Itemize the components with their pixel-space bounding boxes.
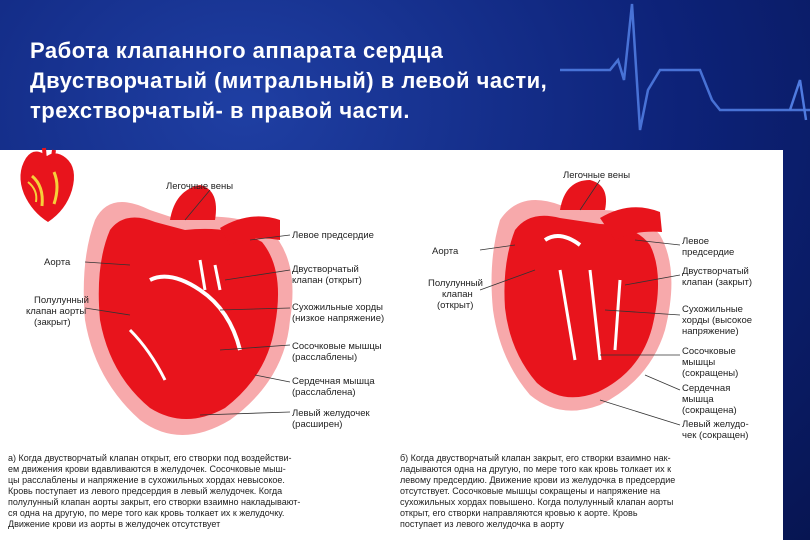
heart-diagram-a xyxy=(84,185,293,435)
label-mitral-valve-b-1: Двустворчатый xyxy=(682,266,749,277)
label-papillary-b-1: Сосочковые xyxy=(682,346,736,357)
label-mitral-valve-b-2: клапан (закрыт) xyxy=(682,277,752,288)
label-cardiac-muscle-b-2: мышца xyxy=(682,394,714,405)
caption-a-line: цы расслаблены и напряжение в сухожильных хордах невысокое. xyxy=(8,475,285,485)
label-left-ventricle-b-1: Левый желудо- xyxy=(682,419,749,430)
heart-diagram-b xyxy=(492,180,672,411)
label-cardiac-muscle-b-1: Сердечная xyxy=(682,383,731,394)
label-chordae-b-2: хорды (высокое xyxy=(682,315,753,326)
caption-b-line: б) Когда двустворчатый клапан закрыт, его створки взаимно нак- xyxy=(400,453,671,463)
label-chordae-b-3: напряжение) xyxy=(682,326,739,337)
label-left-ventricle-a-1: Левый желудочек xyxy=(292,408,370,419)
title-line-1: Работа клапанного аппарата сердца xyxy=(30,38,444,63)
caption-b-line: ладываются одна на другую, по мере того как кровь толкает их к xyxy=(400,464,672,474)
caption-b-line: открыт, его створки направляются кровью к аорте. Кровь xyxy=(400,508,638,518)
caption-a-line: Движение крови из аорты в желудочек отсутствует xyxy=(8,519,221,529)
label-mitral-valve-a-1: Двустворчатый xyxy=(292,264,359,275)
caption-a-line: ся одна на другую, по мере того как кровь толкает их к желудочку. xyxy=(8,508,285,518)
label-chordae-a-2: (низкое напряжение) xyxy=(292,313,385,324)
caption-b-line: поступает из левого желудочка в аорту xyxy=(400,519,564,529)
label-cardiac-muscle-a-1: Сердечная мышца xyxy=(292,376,375,387)
diagram-panel xyxy=(0,150,783,540)
label-semilunar-valve-b-1: Полулунный xyxy=(428,278,483,289)
label-semilunar-valve-b-2: клапан xyxy=(442,289,473,300)
label-semilunar-valve-a-3: (закрыт) xyxy=(34,317,71,328)
label-papillary-a-1: Сосочковые мышцы xyxy=(292,341,382,352)
caption-b-line: левому предсердию. Движение крови из желудочка в предсердие xyxy=(400,475,676,485)
caption-b xyxy=(400,453,675,530)
label-aorta-b: Аорта xyxy=(432,246,459,257)
heart-icon xyxy=(14,146,80,226)
label-left-atrium-b-2: предсердие xyxy=(682,247,735,258)
label-left-ventricle-a-2: (расширен) xyxy=(292,419,343,430)
label-semilunar-valve-a-2: клапан аорты xyxy=(26,306,87,317)
label-left-atrium-a: Левое предсердие xyxy=(292,230,374,241)
label-mitral-valve-a-2: клапан (открыт) xyxy=(292,275,362,286)
label-chordae-b-1: Сухожильные xyxy=(682,304,743,315)
label-semilunar-valve-a-1: Полулунный xyxy=(34,295,89,306)
label-chordae-a-1: Сухожильные хорды xyxy=(292,302,383,313)
slide-title xyxy=(30,36,710,126)
label-papillary-b-2: мышцы xyxy=(682,357,716,368)
label-semilunar-valve-b-3: (открыт) xyxy=(437,300,474,311)
label-papillary-a-2: (расслаблены) xyxy=(292,352,358,363)
heart-diagrams xyxy=(0,150,783,450)
caption-b-line: сухожильных хордах повышено. Когда полулунный клапан аорты xyxy=(400,497,674,507)
title-line-2: Двустворчатый (митральный) в левой части, xyxy=(30,68,548,93)
caption-a-line: полулунный клапан аорты закрыт, его створки взаимно накладывают- xyxy=(8,497,301,507)
label-left-ventricle-b-2: чек (сокращен) xyxy=(682,430,749,441)
label-cardiac-muscle-b-3: (сокращена) xyxy=(682,405,737,416)
label-aorta-a: Аорта xyxy=(44,257,71,268)
caption-b-line: отсутствует. Сосочковые мышцы сокращены и напряжение на xyxy=(400,486,661,496)
caption-a-line: а) Когда двустворчатый клапан открыт, его створки под воздействи- xyxy=(8,453,292,463)
caption-a-line: ем движения крови вдавливаются в желудочек. Сосочковые мыш- xyxy=(8,464,286,474)
label-pulmonary-veins-a: Легочные вены xyxy=(166,181,234,192)
caption-a-line: Кровь поступает из левого предсердия в левый желудочек. Когда xyxy=(8,486,283,496)
title-line-3: трехстворчатый- в правой части. xyxy=(30,98,411,123)
label-pulmonary-veins-b: Легочные вены xyxy=(563,170,631,181)
label-cardiac-muscle-a-2: (расслаблена) xyxy=(292,387,356,398)
label-left-atrium-b-1: Левое xyxy=(682,236,710,247)
label-papillary-b-3: (сокращены) xyxy=(682,368,739,379)
caption-a xyxy=(8,453,300,530)
